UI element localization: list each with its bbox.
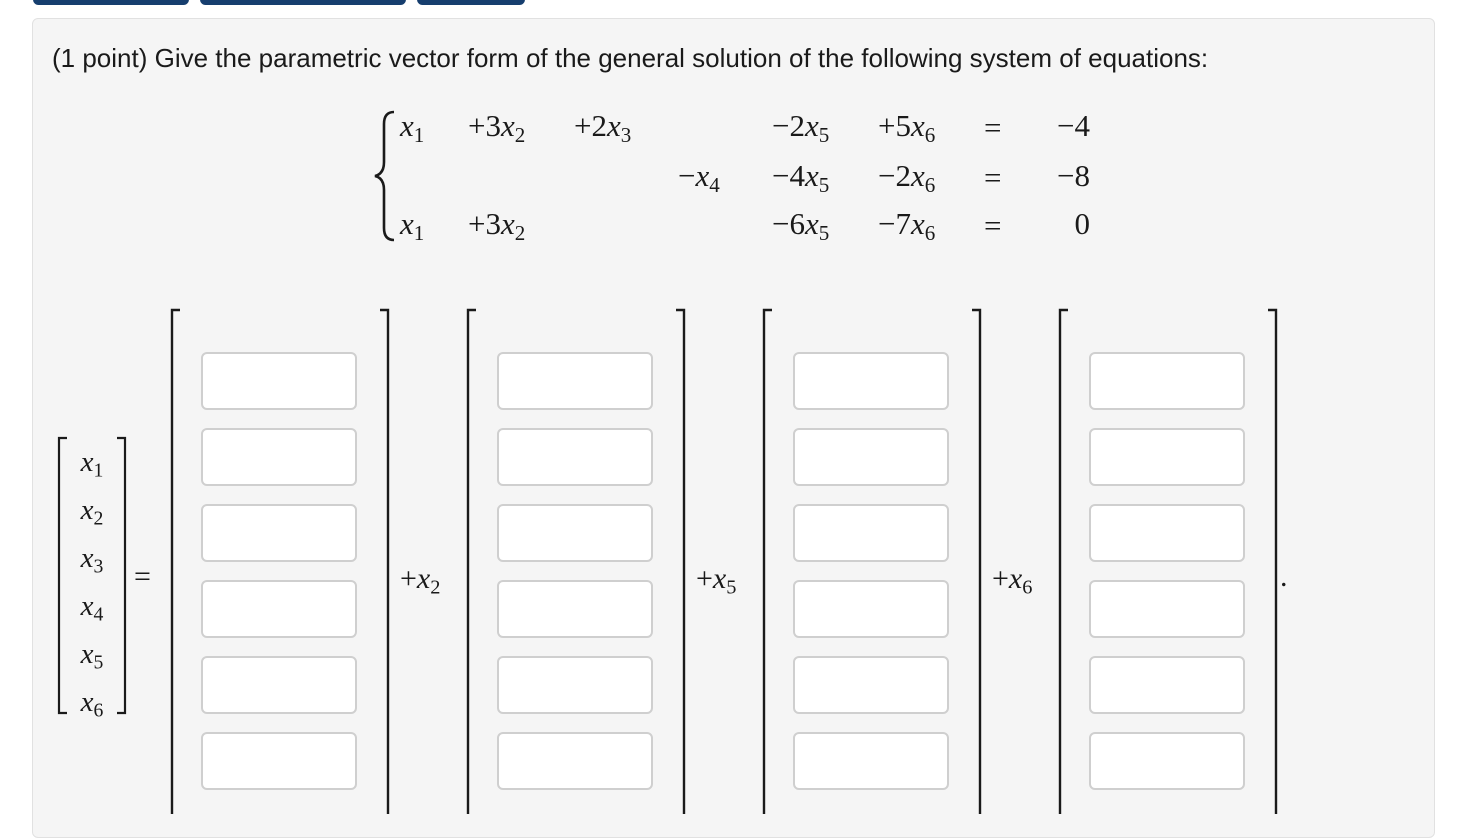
answer-input-c2-r1[interactable] [497,352,653,410]
answer-input-c2-r5[interactable] [497,656,653,714]
answer-input-c4-r4[interactable] [1089,580,1245,638]
answer-input-c3-r3[interactable] [793,504,949,562]
sys-r1-term-x6: $+5x_6$ [878,108,936,147]
answer-input-c1-r4[interactable] [201,580,357,638]
sys-r3-term-x1: $x_1$ [400,206,425,245]
answer-input-c1-r6[interactable] [201,732,357,790]
answer-input-c2-r6[interactable] [497,732,653,790]
sys-r2-equals: = [984,160,1002,195]
answer-input-c3-r6[interactable] [793,732,949,790]
answer-column-x6 [1057,308,1279,814]
answer-input-c3-r2[interactable] [793,428,949,486]
nav-tab-1[interactable] [33,0,189,5]
answer-input-c3-r4[interactable] [793,580,949,638]
equation-system [372,108,1112,244]
answer-input-c1-r1[interactable] [201,352,357,410]
answer-input-c4-r3[interactable] [1089,504,1245,562]
sys-r3-term-x2: $+3x_2$ [468,206,526,245]
sys-r1-term-x3: $+2x_3$ [574,108,632,147]
sys-r1-term-x5: $-2x_5$ [772,108,830,147]
nav-tab-3[interactable] [417,0,525,5]
answer-input-c4-r6[interactable] [1089,732,1245,790]
lhs-var-x2: $x_2$ [80,494,104,530]
sys-r3-equals: = [984,208,1002,243]
sys-r2-term-x4: $-x_4$ [678,158,720,197]
answer-column-x2 [465,308,687,814]
answer-input-c1-r3[interactable] [201,504,357,562]
sys-r1-term-x1: $x_1$ [400,108,425,147]
answer-input-c4-r5[interactable] [1089,656,1245,714]
lhs-var-x1: $x_1$ [80,446,104,482]
sys-r2-rhs: −8 [1057,158,1090,193]
sys-r2-term-x6: $-2x_6$ [878,158,936,197]
sys-r3-term-x6: $-7x_6$ [878,206,936,245]
lhs-var-x3: $x_3$ [80,542,104,578]
answer-input-c3-r1[interactable] [793,352,949,410]
sys-r1-equals: = [984,110,1002,145]
system-brace-icon [372,108,398,244]
answer-column-x5 [761,308,983,814]
lhs-var-x6: $x_6$ [80,686,104,722]
answer-input-c1-r2[interactable] [201,428,357,486]
sys-r2-term-x5: $-4x_5$ [772,158,830,197]
answer-input-c3-r5[interactable] [793,656,949,714]
sys-r3-term-x5: $-6x_5$ [772,206,830,245]
nav-tab-2[interactable] [200,0,406,5]
answer-input-c4-r2[interactable] [1089,428,1245,486]
answer-column-constant [169,308,391,814]
answer-input-c2-r3[interactable] [497,504,653,562]
lhs-var-x5: $x_5$ [80,638,104,674]
lhs-vector [56,436,128,722]
sys-r3-rhs: 0 [1074,206,1090,241]
answer-input-c1-r5[interactable] [201,656,357,714]
param-coef-x6: $+x_6$ [992,562,1033,599]
answer-input-c2-r2[interactable] [497,428,653,486]
question-text: (1 point) Give the parametric vector form of the general solution of the following system of equations: [52,43,1209,73]
sys-r1-rhs: −4 [1057,108,1090,143]
param-coef-x5: $+x_5$ [696,562,737,599]
answer-input-c2-r4[interactable] [497,580,653,638]
answer-input-c4-r1[interactable] [1089,352,1245,410]
param-coef-x2: $+x_2$ [400,562,441,599]
solution-period: . [1280,560,1288,593]
sys-r1-term-x2: $+3x_2$ [468,108,526,147]
solution-equals: = [134,560,151,593]
lhs-var-x4: $x_4$ [80,590,104,626]
